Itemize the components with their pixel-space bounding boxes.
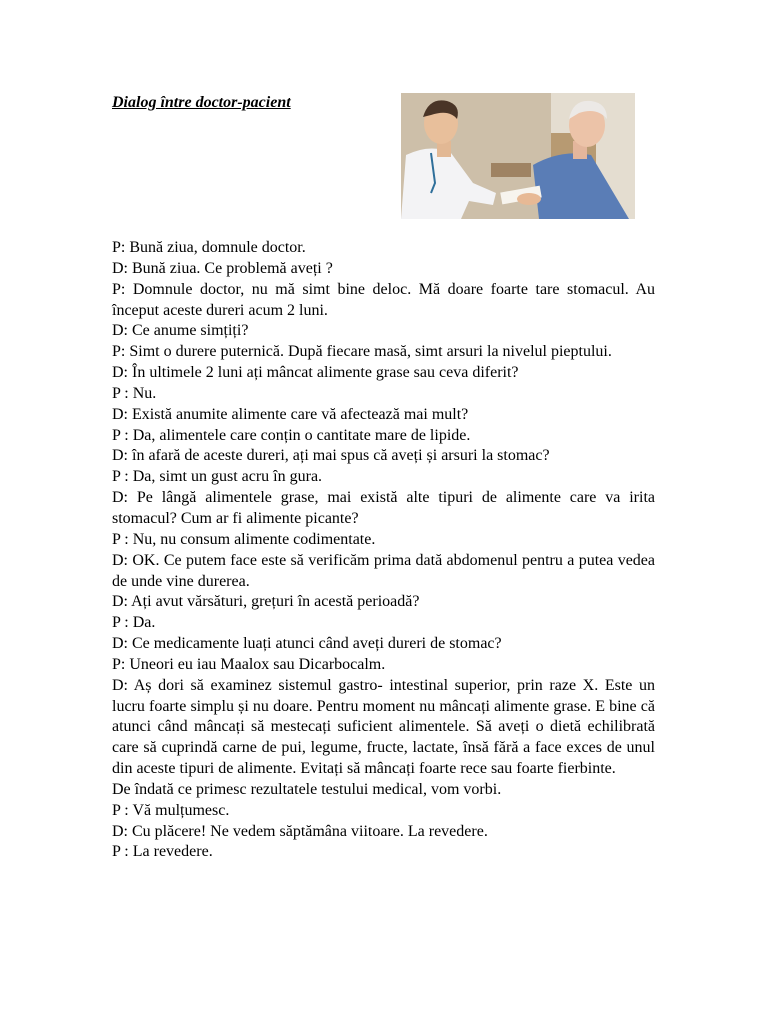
dialogue-line-6: D: În ultimele 2 luni ați mâncat alimente grase sau ceva diferit? (112, 364, 519, 382)
dialogue-line-12: D: Pe lângă alimentele grase, mai există alte tipuri de alimente care va irita stomacul? Cum ar fi alimente picante? (112, 489, 655, 527)
dialogue-line-23: P : La revedere. (112, 843, 213, 861)
dialogue-line-3: P: Domnule doctor, nu mă simt bine deloc. Mă doare foarte tare stomacul. Au început aceste dureri acum 2 luni. (112, 280, 655, 319)
dialogue-line-13: P : Nu, nu consum alimente codimentate. (112, 530, 376, 548)
document-title: Dialog între doctor-pacient (112, 94, 291, 111)
dialogue-line-16: P : Da. (112, 614, 156, 632)
dialogue-line-21: P : Vă mulțumesc. (112, 801, 230, 819)
dialogue-line-2: D: Bună ziua. Ce problemă aveți ? (112, 259, 333, 277)
dialogue-line-9: P : Da, alimentele care conțin o cantitate mare de lipide. (112, 426, 471, 444)
dialogue-line-14: D: OK. Ce putem face este să verificăm prima dată abdomenul pentru a putea vedea de unde vine durerea. (112, 551, 655, 590)
dialogue-line-18: P: Uneori eu iau Maalox sau Dicarbocalm. (112, 655, 386, 673)
dialogue-line-8: D: Există anumite alimente care vă afectează mai mult? (112, 405, 469, 423)
dialogue-text (112, 238, 655, 863)
dialogue-line-15: D: Ați avut vărsături, grețuri în acestă perioadă? (112, 593, 420, 611)
dialogue-line-1: P: Bună ziua, domnule doctor. (112, 239, 306, 256)
dialogue-line-7: P : Nu. (112, 384, 157, 402)
dialogue-line-17: D: Ce medicamente luați atunci când aveți dureri de stomac? (112, 635, 502, 653)
dialogue-line-10: D: în afară de aceste dureri, ați mai spus că aveți și arsuri la stomac? (112, 447, 550, 465)
dialogue-line-20: De îndată ce primesc rezultatele testului medical, vom vorbi. (112, 780, 502, 798)
doctor-patient-photo (401, 93, 635, 219)
dialogue-line-4: D: Ce anume simțiți? (112, 322, 249, 340)
dialogue-line-19: D: Aș dori să examinez sistemul gastro- intestinal superior, prin raze X. Este un lucru foarte simplu și nu doare. Pentru moment nu mâncați alimente grase. E bine că atunci când mâncați să mestecați suficient alimentele. Să aveți o dietă echilibrată care să cuprindă carne de pui, legume, fructe, lactate, însă fără a face exces de unul din aceste tipuri de alimente. Evitați să mâncați foarte rece sau foarte fierbinte. (112, 676, 655, 778)
dialogue-line-5: P: Simt o durere puternică. După fiecare masă, simt arsuri la nivelul pieptului. (112, 343, 612, 361)
dialogue-line-22: D: Cu plăcere! Ne vedem săptămâna viitoare. La revedere. (112, 822, 488, 840)
dialogue-line-11: P : Da, simt un gust acru în gura. (112, 468, 323, 486)
